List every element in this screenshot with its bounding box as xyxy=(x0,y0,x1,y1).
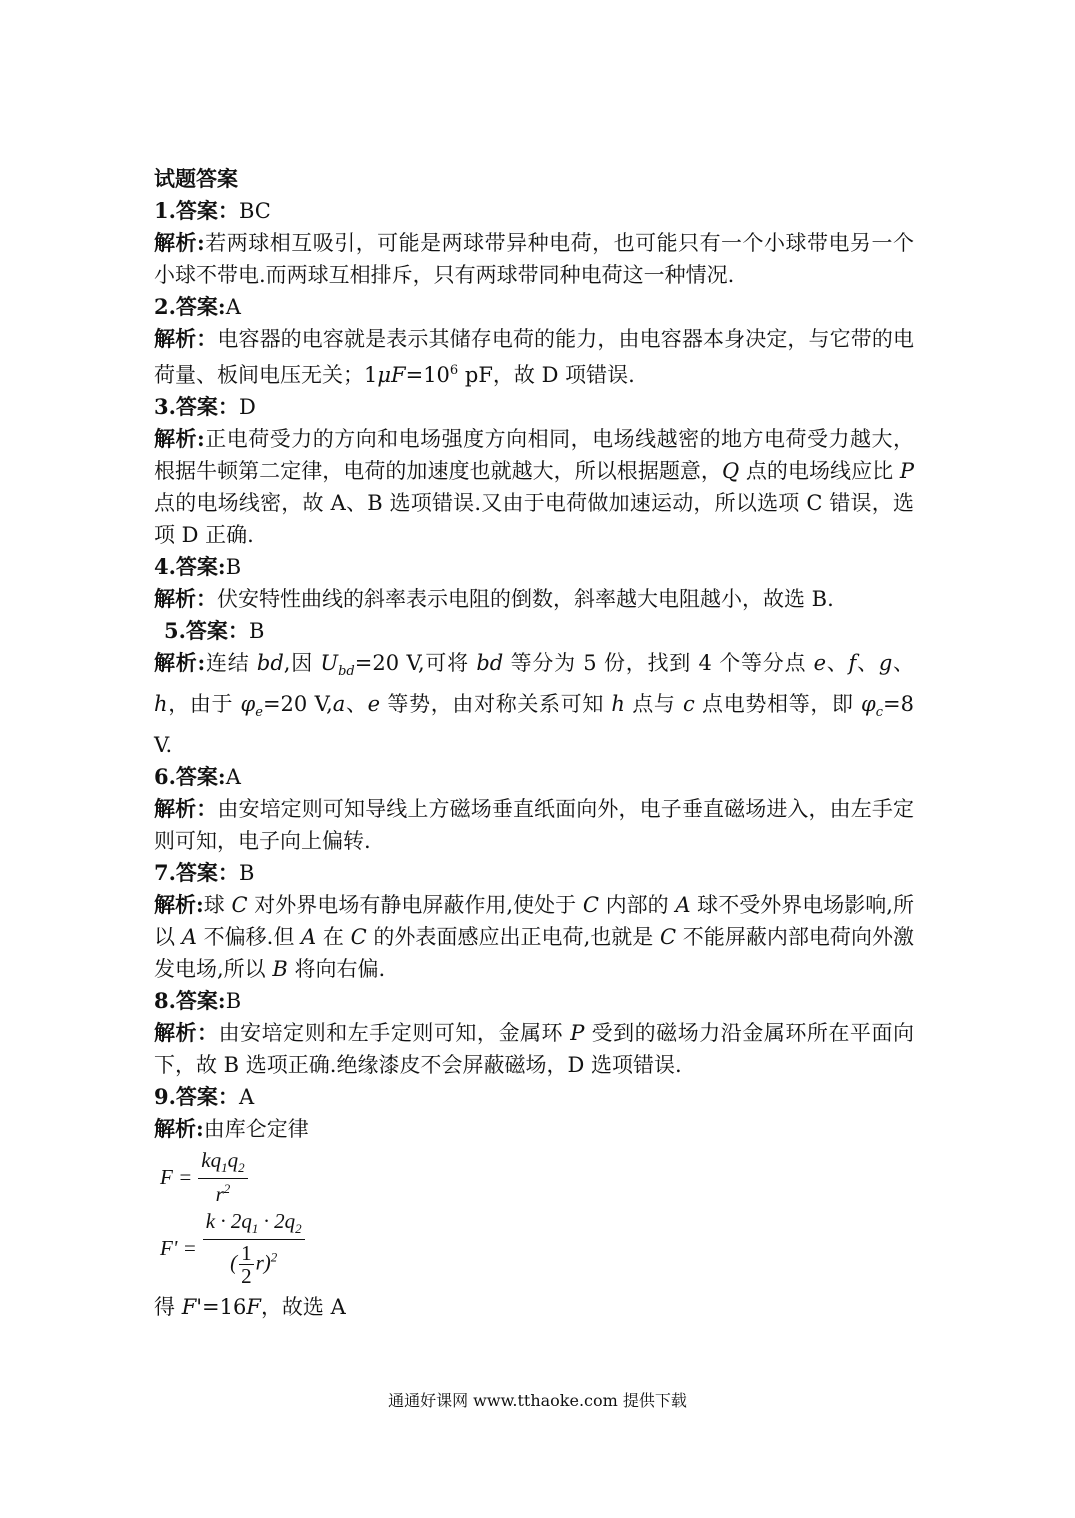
analysis-text: 点电势相等，即 xyxy=(694,692,862,717)
conclusion-text: 得 xyxy=(154,1295,182,1320)
analysis-text: 在 xyxy=(316,925,351,950)
analysis-5 xyxy=(154,647,921,761)
analysis-text: 若两球相互吸引，可能是两球带异种电荷，也可能只有一个小球带电另一个小球不带电.而两球互相排斥，只有两球带同种电荷这一种情况. xyxy=(154,231,914,287)
answer-label: 7.答案： xyxy=(154,860,239,886)
var-phi: φ xyxy=(861,692,876,717)
analysis-text: 、 xyxy=(856,651,879,675)
analysis-2 xyxy=(154,323,914,391)
num-term: · 2q xyxy=(258,1209,296,1234)
analysis-text: 、 xyxy=(345,692,368,717)
point-p: P xyxy=(899,459,914,483)
answer-label: 8.答案: xyxy=(154,988,226,1014)
analysis-text: 、 xyxy=(826,651,849,675)
answer-value: BC xyxy=(238,199,271,223)
half-num: 1 xyxy=(241,1241,252,1266)
num-term: k · 2q xyxy=(205,1209,252,1234)
analysis-label: 解析： xyxy=(154,1020,219,1046)
analysis-text: 不偏移.但 xyxy=(196,925,302,950)
var-c: c xyxy=(682,692,695,717)
analysis-text: pF，故 D 项错误. xyxy=(458,363,635,387)
answer-6 xyxy=(154,761,914,793)
var-subscript: e xyxy=(255,705,263,721)
var-a: A xyxy=(675,893,691,918)
formula-coulomb xyxy=(160,1149,914,1291)
subscript: 2 xyxy=(238,1159,245,1175)
answer-page xyxy=(154,163,921,1323)
analysis-label: 解析: xyxy=(154,426,205,451)
denominator xyxy=(216,1179,231,1207)
analysis-text: 将向右偏. xyxy=(287,957,386,982)
analysis-text: 不能屏蔽内部电荷向外激发电场,所以 xyxy=(154,925,914,982)
var-c: C xyxy=(660,925,677,950)
var-e: e xyxy=(367,692,381,717)
denominator xyxy=(230,1240,277,1287)
analysis-label: 解析： xyxy=(154,586,217,611)
var-e: e xyxy=(813,651,827,675)
var-bd: bd xyxy=(256,651,284,675)
unit-uf: μF xyxy=(377,363,406,387)
analysis-text: ,因 xyxy=(283,651,321,675)
var-b: B xyxy=(272,957,288,982)
var-c: C xyxy=(350,925,367,950)
var-g: g xyxy=(878,651,893,675)
analysis-3 xyxy=(154,423,921,551)
answer-3 xyxy=(154,391,914,423)
analysis-text: 由安培定则和左手定则可知，金属环 xyxy=(218,1021,571,1046)
analysis-text: 的外表面感应出正电荷,也就是 xyxy=(366,925,661,950)
analysis-6 xyxy=(154,793,914,857)
conclusion-text: =16 xyxy=(202,1295,247,1320)
answer-value: D xyxy=(238,395,256,419)
subscript: 2 xyxy=(295,1221,302,1237)
answer-label: 3.答案： xyxy=(154,394,239,419)
fraction xyxy=(198,1148,247,1207)
num-term: kq xyxy=(201,1147,222,1172)
analysis-text: 等势，由对称关系可知 xyxy=(380,692,612,717)
answer-2 xyxy=(154,291,914,323)
var-a: a xyxy=(332,692,346,717)
answer-9 xyxy=(154,1081,914,1113)
analysis-label: 解析: xyxy=(154,1116,204,1142)
analysis-8 xyxy=(154,1017,914,1081)
var-f: F xyxy=(246,1295,261,1320)
var-c: C xyxy=(582,893,599,918)
analysis-text: 球 xyxy=(203,893,232,918)
analysis-text: 伏安特性曲线的斜率表示电阻的倒数，斜率越大电阻越小，故选 B. xyxy=(217,587,834,611)
page-footer: 通通好课网 www.tthaoke.com 提供下载 xyxy=(388,1391,687,1410)
answer-value: B xyxy=(238,861,255,886)
formula-lhs: F = xyxy=(160,1164,193,1189)
var-h: h xyxy=(154,692,168,717)
answer-8 xyxy=(154,985,914,1017)
fraction xyxy=(203,1209,305,1287)
half-den: 2 xyxy=(241,1264,252,1289)
numerator xyxy=(203,1209,305,1240)
var-h: h xyxy=(611,692,625,717)
answer-7 xyxy=(154,857,914,889)
answer-label: 2.答案: xyxy=(154,294,226,319)
paren: ( xyxy=(230,1250,238,1275)
answer-value: A xyxy=(238,1085,255,1110)
num-term: q xyxy=(227,1147,239,1172)
analysis-label: 解析: xyxy=(154,230,205,255)
answer-value: B xyxy=(248,619,265,643)
answer-1 xyxy=(154,195,914,227)
subscript: 1 xyxy=(221,1159,228,1175)
analysis-text: 点的电场线密，故 A、B 选项错误.又由于电荷做加速运动，所以选项 C 错误，选项 D 正确. xyxy=(154,459,921,547)
analysis-label: 解析: xyxy=(154,650,206,675)
var-f: f xyxy=(848,651,857,675)
analysis-text: =20 V, xyxy=(262,692,333,717)
var-a: A xyxy=(301,925,317,950)
answer-5 xyxy=(154,615,914,647)
formula-lhs: F' = xyxy=(160,1235,197,1260)
answer-label: 4.答案: xyxy=(154,554,226,579)
analysis-text: 球不受外界电场影响,所以 xyxy=(154,893,914,950)
point-q: Q xyxy=(721,459,740,483)
answer-label: 5.答案： xyxy=(164,618,249,643)
analysis-text: =8 V. xyxy=(154,692,921,758)
analysis-text: 、 xyxy=(892,651,915,675)
analysis-label: 解析： xyxy=(154,326,218,351)
answer-value: B xyxy=(225,555,242,579)
exponent: 6 xyxy=(449,363,459,378)
analysis-text: =10 xyxy=(405,363,450,387)
analysis-text: ，由于 xyxy=(167,692,241,717)
analysis-text: 由库仑定律 xyxy=(203,1117,309,1142)
var-c: C xyxy=(231,893,248,918)
superscript: 2 xyxy=(223,1180,231,1196)
answer-label: 1.答案： xyxy=(154,198,239,223)
analysis-1 xyxy=(154,227,914,291)
answer-label: 9.答案： xyxy=(154,1084,239,1110)
analysis-text: 点的电场线应比 xyxy=(739,459,900,483)
half-fraction xyxy=(239,1242,254,1287)
analysis-label: 解析: xyxy=(154,892,204,918)
analysis-text: 连结 xyxy=(205,651,257,675)
analysis-text: 等分为 5 份，找到 4 个等分点 xyxy=(503,651,814,675)
analysis-text: 由安培定则可知导线上方磁场垂直纸面向外，电子垂直磁场进入，由左手定则可知，电子向上偏转. xyxy=(154,797,914,854)
var-u: U xyxy=(320,651,339,675)
den-term: r xyxy=(215,1181,224,1206)
den-term: r) xyxy=(255,1250,271,1275)
analysis-text: 受到的磁场力沿金属环所在平面向下，故 B 选项正确.绝缘漆皮不会屏蔽磁场，D 选项错误. xyxy=(154,1021,914,1078)
analysis-text: =20 V,可将 xyxy=(354,651,477,675)
conclusion-text: ，故选 A xyxy=(260,1295,346,1320)
analysis-7 xyxy=(154,889,914,985)
var-a: A xyxy=(181,925,197,950)
answer-value: A xyxy=(225,295,241,319)
var-f-prime: F' xyxy=(181,1295,203,1320)
subscript: 1 xyxy=(251,1221,259,1237)
conclusion xyxy=(154,1291,914,1323)
answer-4 xyxy=(154,551,914,583)
superscript: 2 xyxy=(270,1249,278,1265)
answer-value: B xyxy=(225,989,242,1014)
var-subscript: c xyxy=(875,705,884,721)
analysis-9 xyxy=(154,1113,914,1145)
page-title: 试题答案 xyxy=(154,166,238,191)
var-bd: bd xyxy=(476,651,504,675)
numerator xyxy=(198,1148,247,1179)
analysis-label: 解析： xyxy=(154,796,218,822)
analysis-text: 内部的 xyxy=(598,893,676,918)
analysis-text: 点与 xyxy=(624,692,683,717)
answer-value: A xyxy=(225,765,241,790)
var-subscript: bd xyxy=(338,664,355,680)
var-phi: φ xyxy=(240,692,256,717)
analysis-text: 电容器的电容就是表示其储存电荷的能力，由电容器本身决定，与它带的电荷量、板间电压无关；1 xyxy=(154,327,914,387)
analysis-4 xyxy=(154,583,914,615)
answer-label: 6.答案: xyxy=(154,764,226,790)
var-p: P xyxy=(570,1021,585,1046)
analysis-text: 正电荷受力的方向和电场强度方向相同，电场线越密的地方电荷受力越大，根据牛顿第二定律，电荷的加速度也就越大，所以根据题意， xyxy=(154,427,914,483)
analysis-text: 对外界电场有静电屏蔽作用,使处于 xyxy=(247,893,583,918)
